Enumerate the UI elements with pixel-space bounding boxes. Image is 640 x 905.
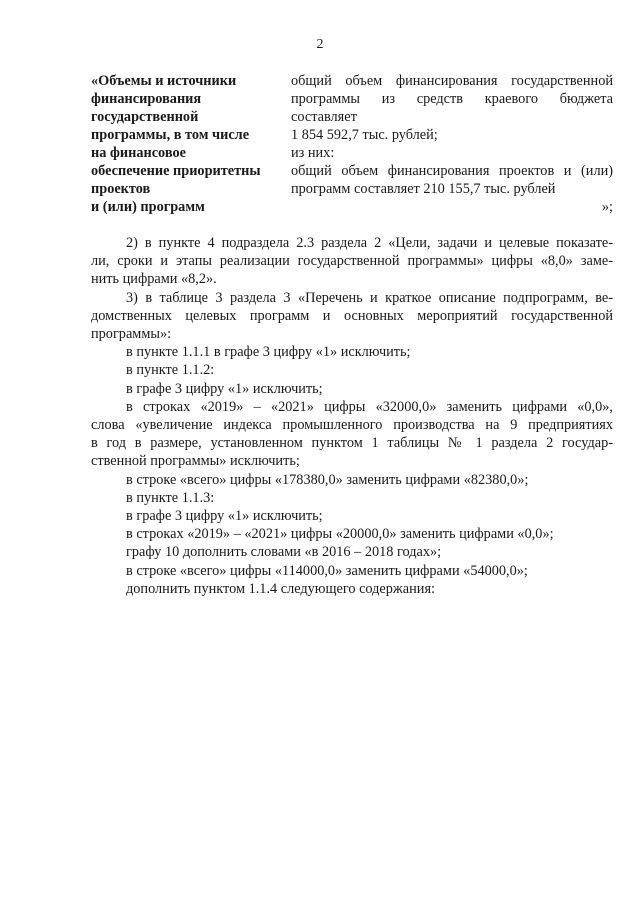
passport-content-line: программ составляет 210 155,7 тыс. рублей (291, 181, 556, 197)
passport-heading (91, 72, 281, 216)
paragraph-line: в пункте 1.1.2: (126, 362, 215, 379)
paragraph-line: в строке «всего» цифры «178380,0» заменить цифрами «82380,0»; (126, 471, 529, 488)
paragraph-line: дополнить пунктом 1.1.4 следующего содержания: (126, 580, 435, 597)
paragraph-line: в год в размере, установленном пунктом 1 таблицы № 1 раздела 2 государ- (91, 435, 613, 452)
paragraph-line: графу 10 дополнить словами «в 2016 – 2018 годах»; (126, 544, 442, 561)
paragraph-line: программы»: (91, 326, 172, 343)
passport-content-line: общий объем финансирования государственной (291, 73, 613, 89)
paragraph-line: в графе 3 цифру «1» исключить; (126, 380, 323, 397)
passport-content-line: программы из средств краевого бюджета (291, 91, 613, 107)
page-number: 2 (316, 37, 324, 52)
paragraph-line: 3) в таблице 3 раздела 3 «Перечень и краткое описание подпрограмм, ве- (126, 289, 613, 306)
passport-heading-line: проектов (91, 181, 151, 197)
passport-content-line: составляет (291, 109, 357, 125)
paragraph-line: 2) в пункте 4 подраздела 2.3 раздела 2 «Цели, задачи и целевые показате- (126, 235, 613, 251)
passport-closing-quote: »; (601, 199, 613, 215)
passport-heading-line: программы, в том числе (91, 127, 250, 143)
passport-content (291, 72, 613, 216)
amendments-text (91, 234, 613, 598)
paragraph-line: слова «увеличение индекса промышленного производства на 9 предприятиях (91, 417, 613, 434)
paragraph-line: в пункте 1.1.1 в графе 3 цифру «1» исключить; (126, 344, 411, 361)
passport-heading-line: обеспечение приоритетны (91, 163, 261, 179)
paragraph-line: ственной программы» исключить; (91, 453, 300, 470)
paragraph-line: домственных целевых программ и основных мероприятий государственной (91, 307, 613, 324)
passport-heading-line: и (или) программ (91, 199, 205, 215)
paragraph-line: ли, сроки и этапы реализации государственной программы» цифры «8,0» заме- (91, 253, 613, 270)
paragraph-line: в графе 3 цифру «1» исключить; (126, 508, 323, 525)
passport-heading-line: государственной (91, 109, 199, 125)
passport-section (91, 72, 613, 216)
passport-heading-line: «Объемы и источники (91, 73, 237, 89)
paragraph-line: в строке «всего» цифры «114000,0» заменить цифрами «54000,0»; (126, 562, 528, 579)
paragraph-line: в строках «2019» – «2021» цифры «32000,0» заменить цифрами «0,0», (126, 398, 613, 415)
passport-content-line: из них: (291, 145, 335, 161)
paragraph-line: в строках «2019» – «2021» цифры «20000,0» заменить цифрами «0,0»; (126, 526, 554, 543)
passport-content-line: 1 854 592,7 тыс. рублей; (291, 127, 438, 143)
passport-heading-line: на финансовое (91, 145, 186, 161)
passport-content-line: общий объем финансирования проектов и (или) (291, 163, 613, 179)
paragraph-line: нить цифрами «8,2». (91, 271, 217, 288)
passport-heading-line: финансирования (91, 91, 202, 107)
paragraph-line: в пункте 1.1.3: (126, 489, 215, 506)
